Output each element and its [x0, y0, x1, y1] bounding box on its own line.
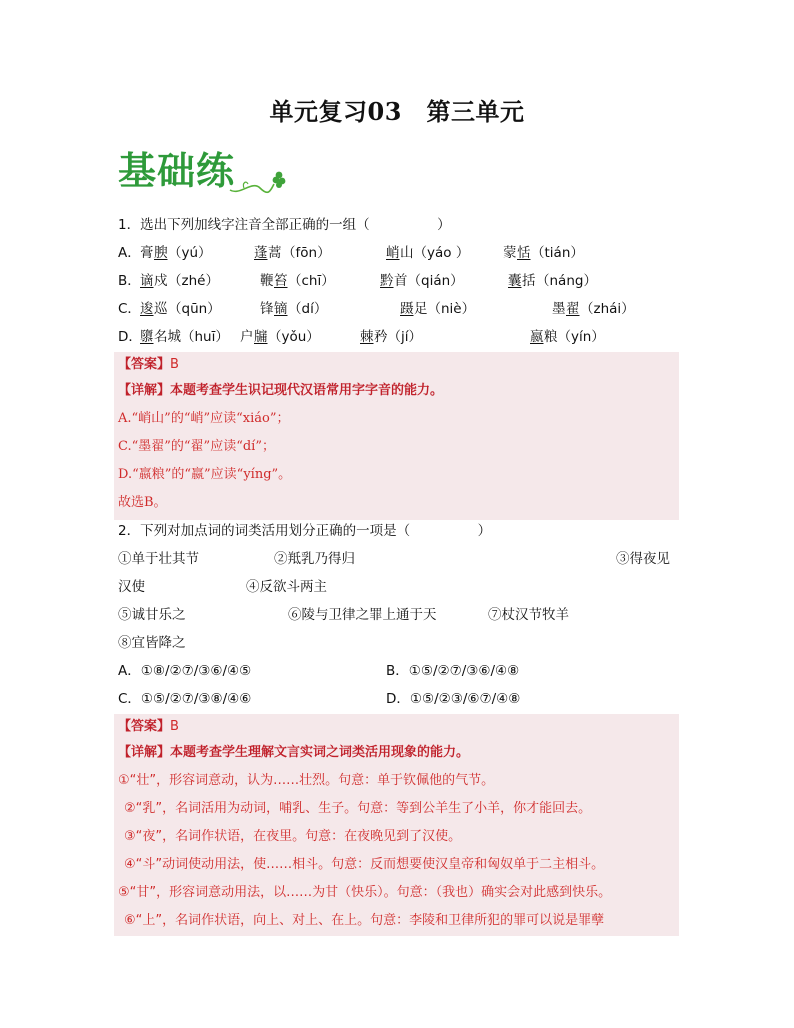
pinyin: 粮（yín）: [544, 329, 605, 345]
q2-option-b: B．①⑤/②⑦/③⑥/④⑧: [386, 663, 520, 679]
detail-text: 本题考查学生理解文言实词之词类活用现象的能力。: [170, 745, 470, 760]
option-char: 蒙: [503, 245, 517, 261]
section-badge: [118, 146, 288, 200]
q2-note-1: ①“壮”，形容词意动，认为……壮烈。句意：单于钦佩他的气节。: [118, 773, 495, 788]
q1-note-a: A.“峭山”的“峭”应读“xiáo”；: [118, 411, 290, 426]
pinyin: 山（yáo ）: [400, 245, 470, 261]
option-char: 戍: [154, 273, 168, 289]
pinyin: （fōn）: [282, 245, 331, 261]
underlined-char: 恬: [517, 245, 531, 261]
underlined-char: 笞: [274, 273, 288, 289]
pinyin: （dí）: [288, 301, 328, 317]
q1-detail: [118, 382, 443, 400]
option-label: A．: [118, 245, 141, 261]
pinyin: （náng）: [536, 273, 597, 289]
q2-option-d: D．①⑤/②③/⑥⑦/④⑧: [386, 691, 521, 707]
pinyin: （zhái）: [580, 301, 635, 317]
underlined-char: 囊: [508, 273, 522, 289]
option-label: C．: [118, 301, 141, 317]
q2-item: ④反欲斗两主: [246, 579, 327, 595]
page-title: 单元复习03 第三单元: [269, 97, 525, 126]
q1-note-c: C.“墨翟”的“翟”应读“dí”；: [118, 439, 275, 454]
underlined-char: 嬴: [530, 329, 544, 345]
underlined-char: 逡: [140, 301, 154, 317]
option-char: 蒿: [268, 245, 282, 261]
detail-label: 【详解】: [118, 745, 171, 760]
underlined-char: 牖: [254, 329, 268, 345]
q2-note-5: ⑤“甘”，形容词意动用法，以……为甘（快乐）。句意：（我也）确实会对此感到快乐。: [118, 885, 612, 900]
pinyin: 名城（huī）: [154, 329, 229, 345]
underlined-char: 蓬: [254, 245, 268, 261]
q2-note-4: ④“斗”动词使动用法，使……相斗。句意：反而想要使汉皇帝和匈奴单于二主相斗。: [124, 857, 605, 872]
underlined-char: 腴: [154, 245, 168, 261]
option-char: 巡: [154, 301, 168, 317]
underlined-char: 棘: [360, 329, 374, 345]
q2-option-a: A．①⑧/②⑦/③⑥/④⑤: [118, 663, 252, 679]
option-char: 锋: [260, 301, 274, 317]
underlined-char: 黔: [380, 273, 394, 289]
pinyin: （yú）: [168, 245, 212, 261]
pinyin: （zhé）: [168, 273, 219, 289]
pinyin: （yǒu）: [268, 329, 320, 345]
section-badge-text: 基础练: [118, 149, 236, 193]
q2-items-row-4: ⑧宜皆降之: [118, 635, 186, 651]
q2-item: ②羝乳乃得归: [274, 551, 355, 567]
clover-vine-icon: [226, 166, 286, 198]
q2-note-3: ③“夜”，名词作状语，在夜里。句意：在夜晚见到了汉使。: [124, 829, 462, 844]
pinyin: （chī）: [288, 273, 335, 289]
answer-value: B: [170, 357, 179, 372]
underlined-char: 镝: [274, 301, 288, 317]
q2-note-2: ②“乳”，名词活用为动词，哺乳、生子。句意：等到公羊生了小羊，你才能回去。: [124, 801, 592, 816]
pinyin: 矜（jí）: [374, 329, 423, 345]
option-label: D．: [118, 329, 142, 345]
pinyin: 首（qián）: [394, 273, 464, 289]
q2-option-c: C．①⑤/②⑦/③⑧/④⑥: [118, 691, 252, 707]
q2-item: ⑤诚甘乐之: [118, 607, 186, 623]
pinyin: （qūn）: [168, 301, 221, 317]
underlined-char: 谪: [140, 273, 154, 289]
detail-text: 本题考查学生识记现代汉语常用字字音的能力。: [170, 383, 444, 398]
q2-answer: [118, 718, 179, 736]
option-char: 墨: [552, 301, 566, 317]
underlined-char: 峭: [386, 245, 400, 261]
answer-label: 【答案】: [118, 719, 171, 734]
q2-item-continued: 汉使: [118, 579, 145, 595]
underlined-char: 隳: [140, 329, 154, 345]
underlined-char: 蹑: [400, 301, 414, 317]
question-1-stem: 1．选出下列加线字注音全部正确的一组（ ）: [118, 217, 451, 233]
q2-detail: [118, 744, 469, 762]
option-char: 括: [522, 273, 536, 289]
q1-conclusion: 故选B。: [118, 495, 167, 510]
q2-item: ⑦杖汉节牧羊: [488, 607, 569, 623]
q1-answer: [118, 356, 179, 374]
q2-item: ③得夜见: [616, 551, 670, 567]
answer-box-1: [114, 352, 679, 520]
q2-item: ①单于壮其节: [118, 551, 199, 567]
answer-value: B: [170, 719, 179, 734]
option-label: B．: [118, 273, 141, 289]
underlined-char: 翟: [566, 301, 580, 317]
q1-note-d: D.“嬴粮”的“嬴”应读“yíng”。: [118, 467, 292, 482]
pinyin: （tián）: [531, 245, 584, 261]
q2-note-6: ⑥“上”，名词作状语，向上、对上、在上。句意：李陵和卫律所犯的罪可以说是罪孽: [124, 913, 605, 928]
option-char: 膏: [140, 245, 154, 261]
option-char: 户: [240, 329, 254, 345]
pinyin: 足（niè）: [414, 301, 476, 317]
option-char: 鞭: [260, 273, 274, 289]
answer-label: 【答案】: [118, 357, 171, 372]
q2-item: ⑥陵与卫律之罪上通于天: [288, 607, 437, 623]
detail-label: 【详解】: [118, 383, 171, 398]
question-2-stem: 2．下列对加点词的词类活用划分正确的一项是（ ）: [118, 523, 492, 539]
